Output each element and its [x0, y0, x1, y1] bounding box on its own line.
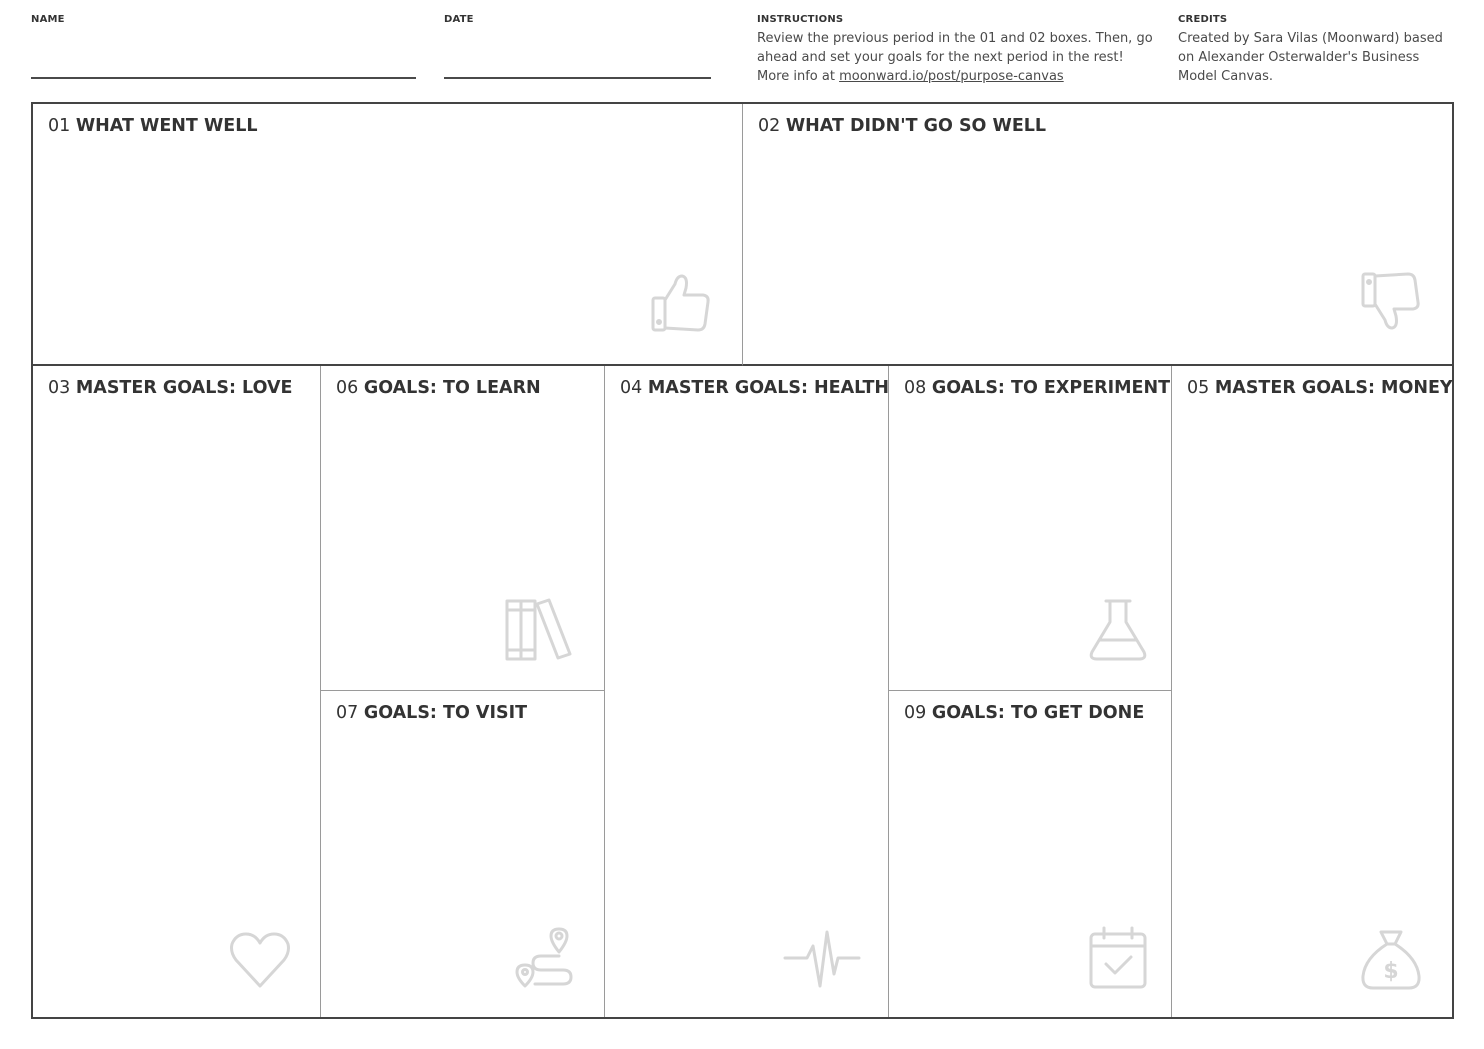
box-master-goals-love[interactable] — [33, 366, 321, 1017]
box-label: GOALS: TO EXPERIMENT — [931, 378, 1171, 398]
credits-line-3: Model Canvas. — [1178, 69, 1274, 84]
credits-label: CREDITS — [1178, 14, 1228, 25]
instructions-link[interactable]: moonward.io/post/purpose-canvas — [839, 69, 1064, 84]
box-number: 05 — [1187, 378, 1210, 398]
box-number: 08 — [904, 378, 927, 398]
instructions-line-3 — [757, 67, 1157, 86]
box-label: WHAT WENT WELL — [75, 116, 258, 136]
heart-icon — [228, 928, 292, 992]
instructions-more-prefix: More info at — [757, 69, 840, 84]
box-label: GOALS: TO LEARN — [363, 378, 541, 398]
instructions-line-1: Review the previous period in the 01 and 02 boxes. Then, go — [757, 31, 1153, 46]
calendar-check-icon — [1086, 926, 1150, 990]
instructions-text — [757, 29, 1157, 86]
box-title — [904, 378, 1170, 398]
instructions-label: INSTRUCTIONS — [757, 14, 844, 25]
box-title — [758, 116, 1046, 136]
instructions-line-2: ahead and set your goals for the next period in the rest! — [757, 50, 1124, 65]
box-number: 04 — [620, 378, 643, 398]
box-label: MASTER GOALS: MONEY — [1214, 378, 1453, 398]
box-number: 07 — [336, 703, 359, 723]
box-title — [904, 703, 1144, 723]
box-title — [336, 378, 541, 398]
box-title — [336, 703, 527, 723]
flask-icon — [1086, 598, 1150, 662]
thumbs-down-icon — [1359, 270, 1423, 334]
box-label: GOALS: TO GET DONE — [931, 703, 1145, 723]
box-label: MASTER GOALS: LOVE — [75, 378, 293, 398]
box-title — [48, 378, 292, 398]
books-icon — [504, 598, 574, 662]
box-title — [48, 116, 258, 136]
svg-text:$: $ — [1383, 959, 1399, 984]
box-goals-to-learn[interactable] — [321, 366, 605, 691]
box-number: 03 — [48, 378, 71, 398]
name-field[interactable] — [31, 77, 416, 79]
thumbs-up-icon — [649, 270, 713, 334]
purpose-canvas — [31, 102, 1454, 1019]
box-number: 02 — [758, 116, 781, 136]
box-number: 01 — [48, 116, 71, 136]
box-number: 06 — [336, 378, 359, 398]
box-title — [1187, 378, 1453, 398]
name-label: NAME — [31, 14, 65, 25]
box-label: WHAT DIDN'T GO SO WELL — [785, 116, 1047, 136]
box-what-went-well[interactable] — [33, 104, 743, 366]
pulse-icon — [783, 928, 861, 992]
box-title — [620, 378, 889, 398]
credits-line-2: on Alexander Osterwalder's Business — [1178, 50, 1420, 65]
box-master-goals-money[interactable] — [1172, 366, 1452, 1017]
credits-text — [1178, 29, 1458, 86]
box-goals-to-experiment[interactable] — [889, 366, 1172, 691]
money-bag-icon — [1359, 928, 1423, 992]
box-number: 09 — [904, 703, 927, 723]
box-what-didnt-go-well[interactable] — [743, 104, 1452, 366]
box-goals-to-get-done[interactable] — [889, 691, 1172, 1017]
credits-line-1: Created by Sara Vilas (Moonward) based — [1178, 31, 1443, 46]
date-label: DATE — [444, 14, 474, 25]
box-label: MASTER GOALS: HEALTH — [647, 378, 890, 398]
box-master-goals-health[interactable] — [605, 366, 889, 1017]
box-label: GOALS: TO VISIT — [363, 703, 528, 723]
date-field[interactable] — [444, 77, 711, 79]
route-pin-icon — [513, 926, 577, 990]
box-goals-to-visit[interactable] — [321, 691, 605, 1017]
